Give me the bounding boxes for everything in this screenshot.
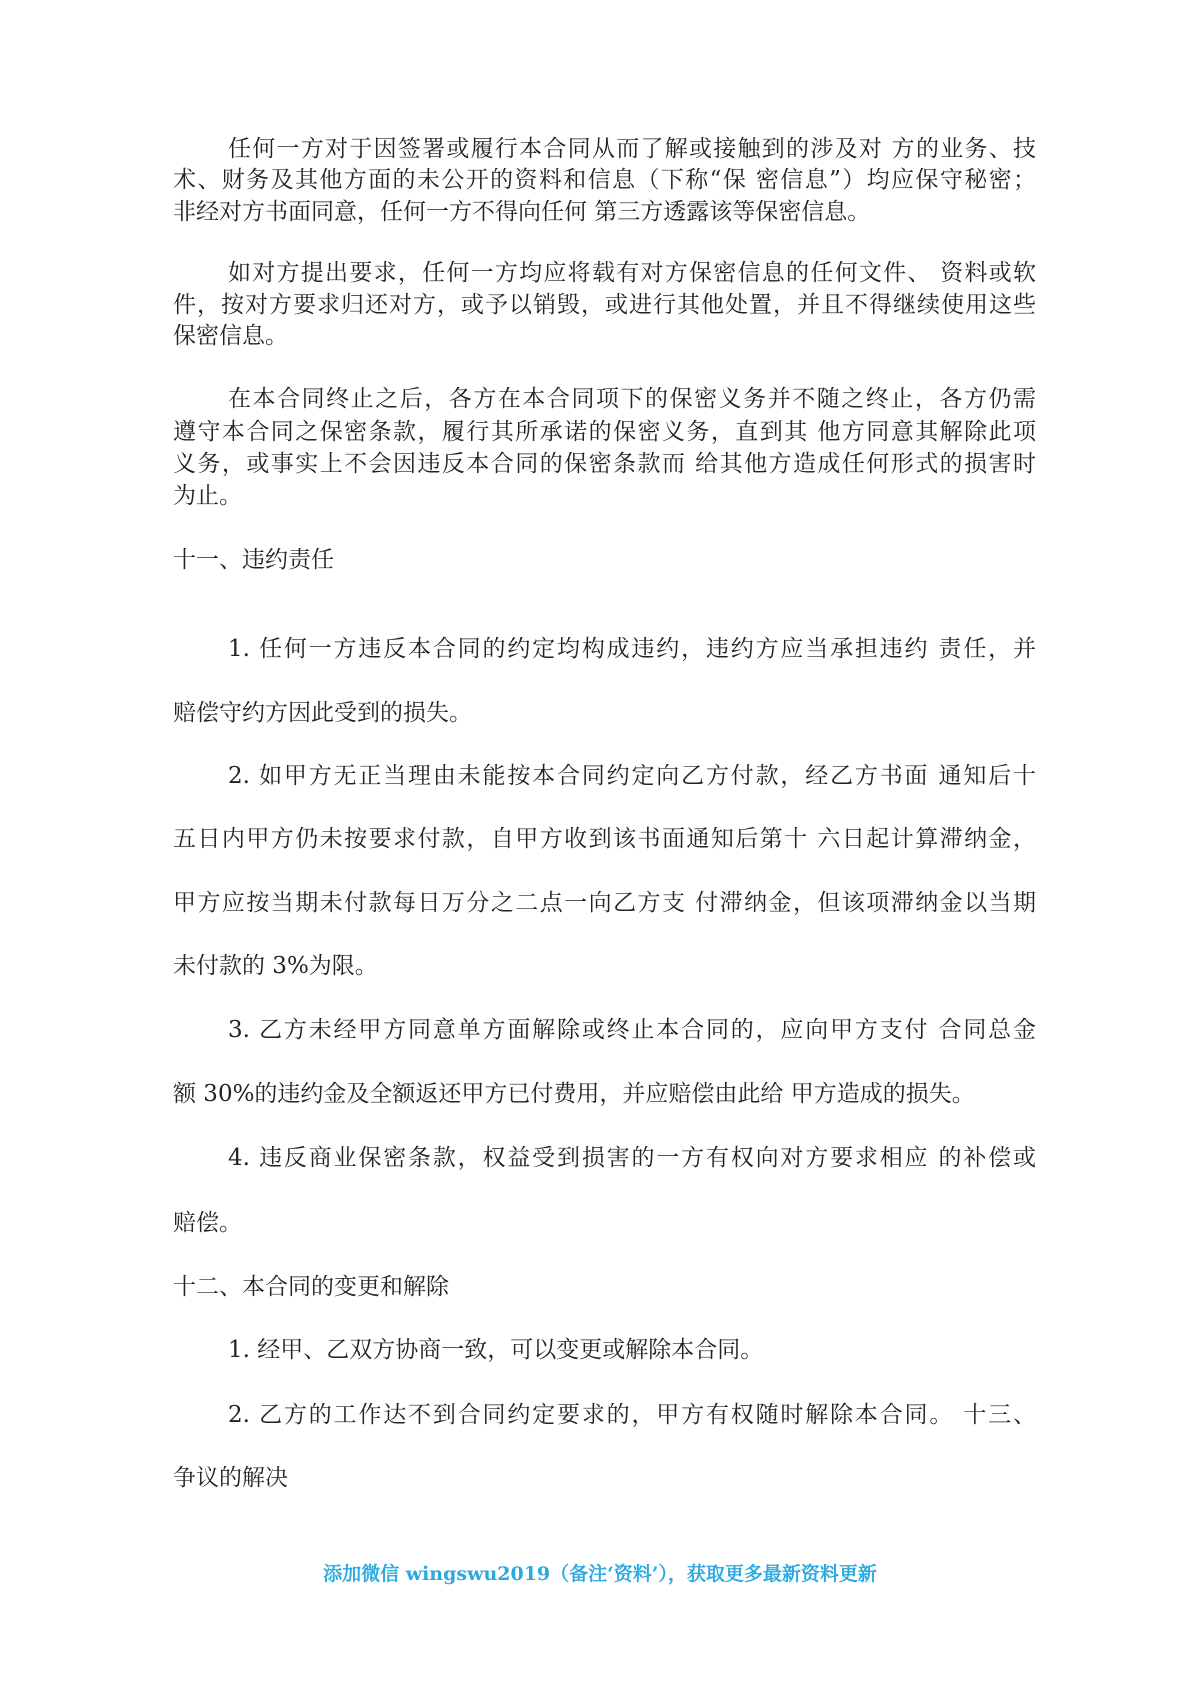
paragraph-line: 义务，或事实上不会因违反本合同的保密条款而 给其他方造成任何形式的损害时: [173, 451, 1036, 477]
paragraph-line: 遵守本合同之保密条款，履行其所承诺的保密义务，直到其 他方同意其解除此项: [173, 419, 1036, 445]
list-item-line: 1. 任何一方违反本合同的约定均构成违约，违约方应当承担违约 责任，并: [228, 636, 1036, 662]
paragraph-line: 任何一方对于因签署或履行本合同从而了解或接触到的涉及对 方的业务、技: [228, 136, 1036, 162]
paragraph-line: 保密信息。: [173, 323, 288, 349]
list-item-line: 甲方应按当期未付款每日万分之二点一向乙方支 付滞纳金，但该项滞纳金以当期: [173, 890, 1036, 916]
list-item-line: 赔偿。: [173, 1210, 242, 1236]
paragraph-line: 在本合同终止之后，各方在本合同项下的保密义务并不随之终止，各方仍需: [228, 386, 1036, 412]
list-item-line: 2. 如甲方无正当理由未能按本合同约定向乙方付款，经乙方书面 通知后十: [228, 763, 1036, 789]
paragraph-line: 术、财务及其他方面的未公开的资料和信息（下称“保 密信息”）均应保守秘密；: [173, 167, 1036, 193]
list-item-line: 五日内甲方仍未按要求付款，自甲方收到该书面通知后第十 六日起计算滞纳金，: [173, 826, 1036, 852]
list-item-line: 4. 违反商业保密条款，权益受到损害的一方有权向对方要求相应 的补偿或: [228, 1145, 1036, 1171]
section-heading: 十一、违约责任: [173, 547, 334, 573]
list-item-line: 额 30%的违约金及全额返还甲方已付费用，并应赔偿由此给 甲方造成的损失。: [173, 1081, 975, 1107]
list-item-line: 争议的解决: [173, 1465, 288, 1491]
list-item-line: 1. 经甲、乙双方协商一致，可以变更或解除本合同。: [228, 1337, 764, 1363]
list-item-line: 赔偿守约方因此受到的损失。: [173, 700, 472, 726]
paragraph-line: 为止。: [173, 483, 242, 509]
paragraph-line: 如对方提出要求，任何一方均应将载有对方保密信息的任何文件、 资料或软: [228, 260, 1036, 286]
section-heading: 十二、本合同的变更和解除: [173, 1274, 449, 1300]
list-item-line: 未付款的 3%为限。: [173, 953, 378, 979]
paragraph-line: 非经对方书面同意，任何一方不得向任何 第三方透露该等保密信息。: [173, 199, 871, 225]
list-item-line: 3. 乙方未经甲方同意单方面解除或终止本合同的，应向甲方支付 合同总金: [228, 1017, 1036, 1043]
paragraph-line: 件，按对方要求归还对方，或予以销毁，或进行其他处置，并且不得继续使用这些: [173, 292, 1036, 318]
list-item-line: 2. 乙方的工作达不到合同约定要求的，甲方有权随时解除本合同。 十三、: [228, 1402, 1036, 1428]
footer-promo-text: 添加微信 wingswu2019（备注‘资料’），获取更多最新资料更新: [323, 1563, 877, 1585]
